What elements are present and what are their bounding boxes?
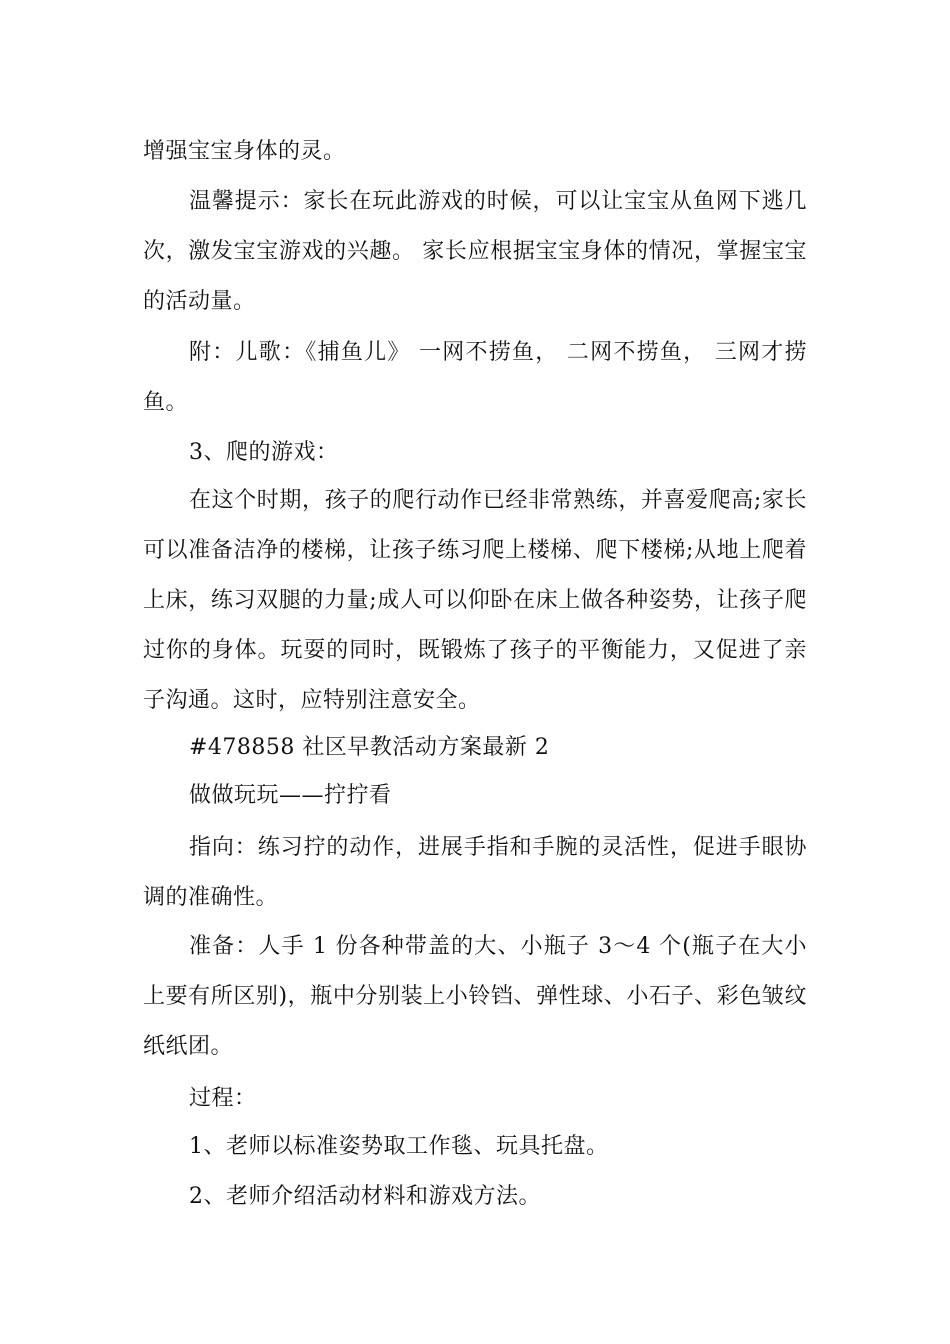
process-step-1: 1、老师以标准姿势取工作毯、玩具托盘。 [189, 1134, 609, 1159]
paragraph-crawl-description: 在这个时期，孩子的爬行动作已经非常熟练，并喜爱爬高;家长可以准备洁净的楼梯，让孩子练习爬上楼梯、爬下楼梯;从地上爬着上床，练习双腿的力量;成人可以仰卧在床上做各种姿势，让孩子爬过你的身体。玩耍的同时，既锻炼了孩子的平衡能力，又促进了亲子沟通。这时，应特别注意安全。 [143, 488, 807, 713]
section-heading-crawl-game: 3、爬的游戏： [189, 440, 339, 465]
paragraph-preparation: 准备：人手 1 份各种带盖的大、小瓶子 3～4 个(瓶子在大小上要有所区别)，瓶中分别装上小铃铛、弹性球、小石子、彩色皱纹纸纸团。 [143, 934, 807, 1059]
document-section-title: #478858 社区早教活动方案最新 2 [189, 735, 550, 760]
paragraph-objective: 指向：练习拧的动作，进展手指和手腕的灵活性，促进手眼协调的准确性。 [143, 835, 807, 910]
activity-title: 做做玩玩——拧拧看 [189, 783, 392, 808]
paragraph-tip: 温馨提示：家长在玩此游戏的时候，可以让宝宝从鱼网下逃几次，激发宝宝游戏的兴趣。 家长应根据宝宝身体的情况，掌握宝宝的活动量。 [143, 189, 807, 314]
process-step-2: 2、老师介绍活动材料和游戏方法。 [189, 1184, 541, 1209]
paragraph-body-continuation: 增强宝宝身体的灵。 [143, 139, 346, 164]
paragraph-nursery-rhyme: 附：儿歌：《捕鱼儿》 一网不捞鱼， 二网不捞鱼， 三网才捞鱼。 [143, 340, 807, 415]
section-heading-process: 过程： [189, 1086, 257, 1111]
